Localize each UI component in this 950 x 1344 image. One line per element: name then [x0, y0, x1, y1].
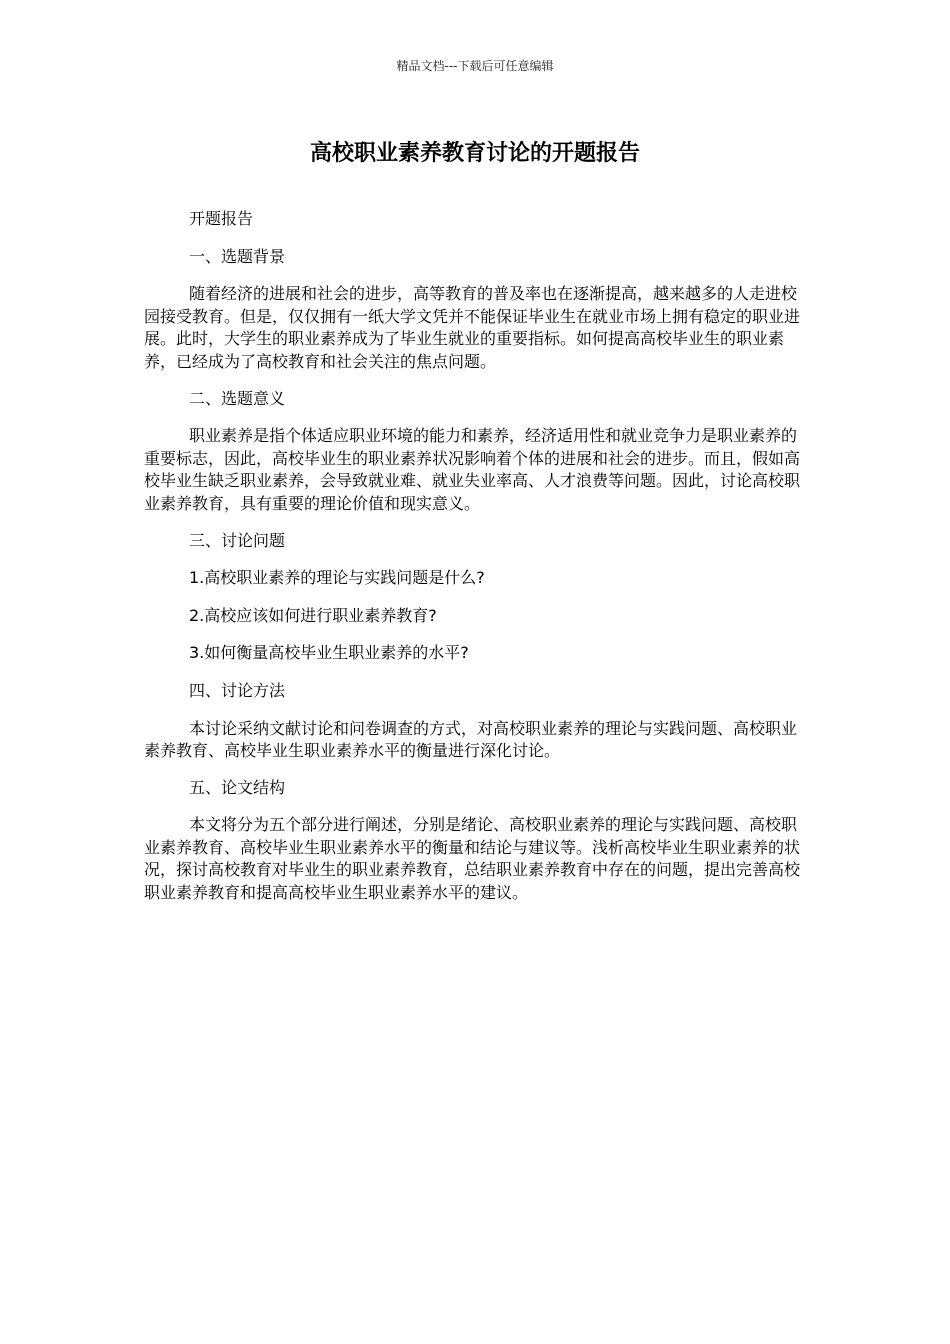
significance-paragraph: 职业素养是指个体适应职业环境的能力和素养，经济适用性和就业竞争力是职业素养的重要标志，因此，高校毕业生的职业素养状况影响着个体的进展和社会的进步。而且，假如高校毕业生缺乏职业素养，会导致就业难、就业失业率高、人才浪费等问题。因此，讨论高校职业素养教育，具有重要的理论价值和现实意义。 [144, 426, 801, 513]
question-item-3: 3.如何衡量高校毕业生职业素养的水平? [189, 643, 469, 663]
document-title: 高校职业素养教育讨论的开题报告 [309, 141, 640, 166]
question-item-2: 2.高校应该如何进行职业素养教育? [189, 605, 437, 625]
significance-heading: 二、选题意义 [189, 388, 286, 408]
questions-heading: 三、讨论问题 [189, 530, 286, 550]
background-heading: 一、选题背景 [189, 246, 286, 266]
document-body [144, 208, 806, 919]
structure-paragraph: 本文将分为五个部分进行阐述，分别是绪论、高校职业素养的理论与实践问题、高校职业素养教育、高校毕业生职业素养水平的衡量和结论与建议等。浅析高校毕业生职业素养的状况，探讨高校教育对毕业生的职业素养教育，总结职业素养教育中存在的问题，提出完善高校职业素养教育和提高高校毕业生职业素养水平的建议。 [144, 815, 801, 903]
methods-paragraph: 本讨论采纳文献讨论和问卷调查的方式，对高校职业素养的理论与实践问题、高校职业素养教育、高校毕业生职业素养水平的衡量进行深化讨论。 [144, 718, 798, 761]
report-label: 开题报告 [189, 209, 254, 228]
question-item-1: 1.高校职业素养的理论与实践问题是什么? [189, 568, 485, 588]
header-note: 精品文档---下载后可任意编辑 [396, 59, 554, 73]
methods-heading: 四、讨论方法 [189, 680, 286, 700]
background-paragraph: 随着经济的进展和社会的进步，高等教育的普及率也在逐渐提高，越来越多的人走进校园接受教育。但是，仅仅拥有一纸大学文凭并不能保证毕业生在就业市场上拥有稳定的职业进展。此时，大学生的职业素养成为了毕业生就业的重要指标。如何提高高校毕业生的职业素养，已经成为了高校教育和社会关注的焦点问题。 [144, 284, 801, 371]
structure-heading: 五、论文结构 [189, 777, 286, 797]
